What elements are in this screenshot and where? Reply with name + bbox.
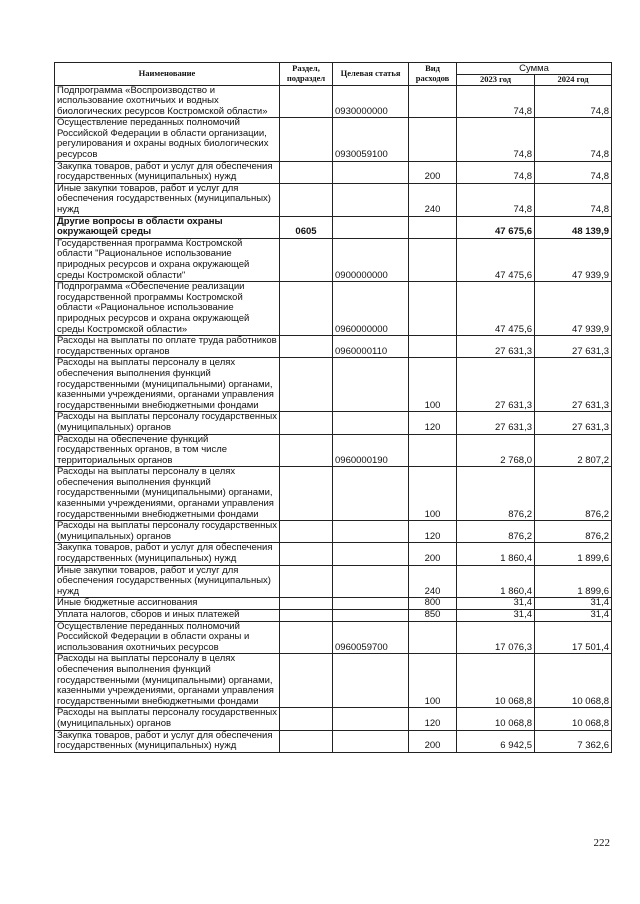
row-target: 0960000110 <box>333 336 409 358</box>
row-target <box>333 358 409 412</box>
row-expense-type: 120 <box>409 521 457 543</box>
table-row <box>55 654 612 708</box>
row-expense-type: 850 <box>409 610 457 622</box>
row-sum-2023: 27 631,3 <box>457 412 535 434</box>
row-section <box>280 610 333 622</box>
row-section <box>280 565 333 598</box>
row-name: Осуществление переданных полномочий Российской Федерации в области организации, регулирования и охраны водных биологических ресурсов <box>55 118 280 161</box>
row-expense-type <box>409 118 457 161</box>
row-sum-2024: 1 899,6 <box>535 565 612 598</box>
row-name: Расходы на выплаты персоналу в целях обеспечения выполнения функций государственными (муниципальными) органами, казенными учреждениями, органами управления государственными внебюджетными фондами <box>55 467 280 521</box>
row-name: Государственная программа Костромской области "Рациональное использование природных ресурсов и охрана окружающей среды Костромской области" <box>55 238 280 281</box>
row-expense-type <box>409 85 457 118</box>
table-row <box>55 598 612 610</box>
row-target <box>333 610 409 622</box>
row-section <box>280 282 333 336</box>
row-section <box>280 621 333 654</box>
row-target <box>333 216 409 238</box>
row-section <box>280 336 333 358</box>
row-sum-2023: 876,2 <box>457 521 535 543</box>
row-expense-type <box>409 238 457 281</box>
row-sum-2024: 27 631,3 <box>535 336 612 358</box>
row-section <box>280 85 333 118</box>
row-section <box>280 118 333 161</box>
row-sum-2024: 7 362,6 <box>535 730 612 752</box>
row-name: Расходы на обеспечение функций государственных органов, в том числе территориальных органов <box>55 434 280 467</box>
table-row <box>55 412 612 434</box>
row-section <box>280 434 333 467</box>
row-target <box>333 412 409 434</box>
row-name: Подпрограмма «Обеспечение реализации государственной программы Костромской области «Рациональное использование природных ресурсов и охрана окружающей среды Костромской области» <box>55 282 280 336</box>
row-target <box>333 598 409 610</box>
table-body <box>55 85 612 752</box>
row-target: 0930059100 <box>333 118 409 161</box>
row-sum-2023: 74,8 <box>457 118 535 161</box>
row-sum-2024: 48 139,9 <box>535 216 612 238</box>
table-row <box>55 543 612 565</box>
row-expense-type: 100 <box>409 358 457 412</box>
row-name: Расходы на выплаты персоналу государственных (муниципальных) органов <box>55 708 280 730</box>
row-expense-type: 120 <box>409 708 457 730</box>
row-expense-type: 240 <box>409 183 457 216</box>
row-sum-2024: 74,8 <box>535 161 612 183</box>
row-sum-2024: 27 631,3 <box>535 358 612 412</box>
row-target: 0900000000 <box>333 238 409 281</box>
row-sum-2023: 47 475,6 <box>457 282 535 336</box>
row-name: Закупка товаров, работ и услуг для обеспечения государственных (муниципальных) нужд <box>55 730 280 752</box>
row-sum-2023: 10 068,8 <box>457 708 535 730</box>
row-target <box>333 161 409 183</box>
table-row <box>55 708 612 730</box>
header-name: Наименование <box>55 63 280 86</box>
row-sum-2024: 1 899,6 <box>535 543 612 565</box>
table-row <box>55 521 612 543</box>
row-expense-type <box>409 621 457 654</box>
row-sum-2024: 74,8 <box>535 183 612 216</box>
row-section <box>280 183 333 216</box>
row-sum-2024: 31,4 <box>535 598 612 610</box>
row-section <box>280 467 333 521</box>
row-expense-type <box>409 434 457 467</box>
row-expense-type: 100 <box>409 654 457 708</box>
row-sum-2024: 47 939,9 <box>535 238 612 281</box>
row-section <box>280 238 333 281</box>
row-section: 0605 <box>280 216 333 238</box>
row-sum-2023: 74,8 <box>457 85 535 118</box>
row-sum-2023: 47 475,6 <box>457 238 535 281</box>
row-expense-type: 240 <box>409 565 457 598</box>
row-sum-2024: 27 631,3 <box>535 412 612 434</box>
row-name: Подпрограмма «Воспроизводство и использование охотничьих и водных биологических ресурсов Костромской области» <box>55 85 280 118</box>
table-row <box>55 238 612 281</box>
header-year-2024: 2024 год <box>535 75 612 86</box>
row-section <box>280 730 333 752</box>
table-row <box>55 358 612 412</box>
table-row <box>55 434 612 467</box>
row-sum-2023: 1 860,4 <box>457 565 535 598</box>
header-target: Целевая статья <box>333 63 409 86</box>
table-row <box>55 610 612 622</box>
row-sum-2024: 876,2 <box>535 467 612 521</box>
row-target: 0960000190 <box>333 434 409 467</box>
row-name: Закупка товаров, работ и услуг для обеспечения государственных (муниципальных) нужд <box>55 543 280 565</box>
row-sum-2024: 10 068,8 <box>535 654 612 708</box>
row-name: Уплата налогов, сборов и иных платежей <box>55 610 280 622</box>
row-target: 0930000000 <box>333 85 409 118</box>
row-target <box>333 708 409 730</box>
row-name: Расходы на выплаты персоналу государственных (муниципальных) органов <box>55 521 280 543</box>
table-row <box>55 282 612 336</box>
row-sum-2024: 47 939,9 <box>535 282 612 336</box>
header-sum: Сумма <box>457 63 612 75</box>
header-year-2023: 2023 год <box>457 75 535 86</box>
row-sum-2023: 27 631,3 <box>457 336 535 358</box>
row-name: Другие вопросы в области охраны окружающей среды <box>55 216 280 238</box>
row-name: Иные бюджетные ассигнования <box>55 598 280 610</box>
row-target <box>333 467 409 521</box>
row-name: Иные закупки товаров, работ и услуг для обеспечения государственных (муниципальных) нужд <box>55 565 280 598</box>
row-name: Расходы на выплаты персоналу в целях обеспечения выполнения функций государственными (муниципальными) органами, казенными учреждениями, органами управления государственными внебюджетными фондами <box>55 358 280 412</box>
table-row <box>55 161 612 183</box>
page-number: 222 <box>593 837 610 849</box>
row-target: 0960000000 <box>333 282 409 336</box>
row-section <box>280 521 333 543</box>
row-sum-2024: 74,8 <box>535 118 612 161</box>
row-expense-type: 100 <box>409 467 457 521</box>
row-sum-2023: 74,8 <box>457 161 535 183</box>
row-name: Расходы на выплаты по оплате труда работников государственных органов <box>55 336 280 358</box>
row-expense-type: 200 <box>409 161 457 183</box>
row-section <box>280 412 333 434</box>
budget-table <box>54 62 612 753</box>
row-sum-2023: 31,4 <box>457 610 535 622</box>
row-sum-2024: 10 068,8 <box>535 708 612 730</box>
row-sum-2023: 6 942,5 <box>457 730 535 752</box>
row-sum-2023: 10 068,8 <box>457 654 535 708</box>
table-row <box>55 565 612 598</box>
row-name: Осуществление переданных полномочий Российской Федерации в области охраны и использования охотничьих ресурсов <box>55 621 280 654</box>
row-target <box>333 730 409 752</box>
row-expense-type: 800 <box>409 598 457 610</box>
row-target <box>333 183 409 216</box>
row-expense-type: 200 <box>409 543 457 565</box>
table-row <box>55 621 612 654</box>
row-target <box>333 654 409 708</box>
row-sum-2023: 2 768,0 <box>457 434 535 467</box>
row-target <box>333 521 409 543</box>
row-sum-2024: 2 807,2 <box>535 434 612 467</box>
row-name: Иные закупки товаров, работ и услуг для обеспечения государственных (муниципальных) нужд <box>55 183 280 216</box>
row-section <box>280 654 333 708</box>
header-expense-type: Вид расходов <box>409 63 457 86</box>
table-row <box>55 216 612 238</box>
row-name: Расходы на выплаты персоналу в целях обеспечения выполнения функций государственными (муниципальными) органами, казенными учреждениями, органами управления государственными внебюджетными фондами <box>55 654 280 708</box>
row-section <box>280 358 333 412</box>
row-target: 0960059700 <box>333 621 409 654</box>
row-target <box>333 565 409 598</box>
table-row <box>55 85 612 118</box>
row-sum-2023: 17 076,3 <box>457 621 535 654</box>
row-sum-2024: 74,8 <box>535 85 612 118</box>
row-expense-type: 200 <box>409 730 457 752</box>
table-row <box>55 730 612 752</box>
row-expense-type <box>409 282 457 336</box>
row-sum-2023: 27 631,3 <box>457 358 535 412</box>
table-row <box>55 183 612 216</box>
row-sum-2023: 31,4 <box>457 598 535 610</box>
row-expense-type <box>409 336 457 358</box>
row-sum-2023: 47 675,6 <box>457 216 535 238</box>
row-target <box>333 543 409 565</box>
table-row <box>55 336 612 358</box>
row-section <box>280 708 333 730</box>
row-expense-type: 120 <box>409 412 457 434</box>
table-row <box>55 467 612 521</box>
row-name: Закупка товаров, работ и услуг для обеспечения государственных (муниципальных) нужд <box>55 161 280 183</box>
row-sum-2023: 1 860,4 <box>457 543 535 565</box>
row-sum-2024: 876,2 <box>535 521 612 543</box>
table-row <box>55 118 612 161</box>
row-section <box>280 161 333 183</box>
row-section <box>280 543 333 565</box>
row-sum-2024: 31,4 <box>535 610 612 622</box>
row-section <box>280 598 333 610</box>
row-sum-2024: 17 501,4 <box>535 621 612 654</box>
row-sum-2023: 876,2 <box>457 467 535 521</box>
header-section: Раздел, подраздел <box>280 63 333 86</box>
row-name: Расходы на выплаты персоналу государственных (муниципальных) органов <box>55 412 280 434</box>
row-expense-type <box>409 216 457 238</box>
row-sum-2023: 74,8 <box>457 183 535 216</box>
